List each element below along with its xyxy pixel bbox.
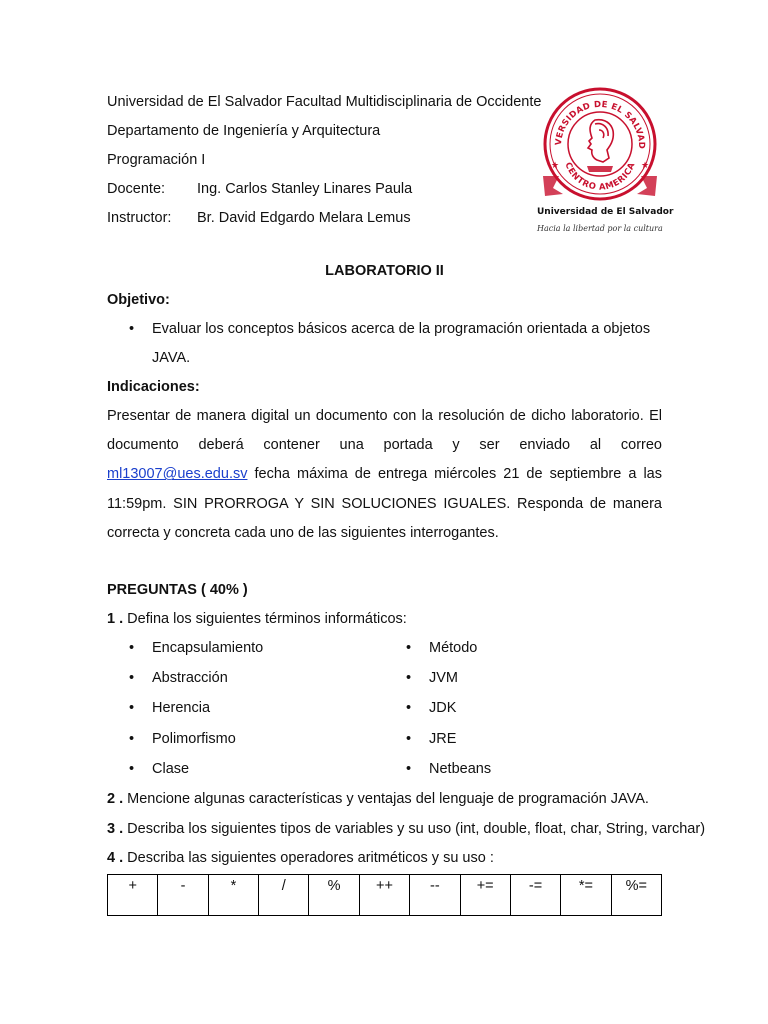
svg-text:★: ★ bbox=[641, 161, 650, 171]
table-cell: / bbox=[259, 875, 309, 916]
question-4 bbox=[107, 843, 667, 873]
list-item: • Netbeans bbox=[384, 754, 491, 784]
logo-motto: Hacia la libertad por la cultura bbox=[537, 224, 663, 233]
table-cell: - bbox=[158, 875, 208, 916]
university-logo bbox=[537, 84, 674, 244]
list-item: • JRE bbox=[384, 724, 491, 754]
question-1 bbox=[107, 604, 667, 634]
table-cell: %= bbox=[611, 875, 661, 916]
question-3-text: Describa los siguientes tipos de variables y su uso (int, double, float, char, String, varchar) bbox=[123, 821, 706, 837]
list-item: • Método bbox=[384, 633, 491, 663]
objective-section bbox=[107, 286, 662, 373]
question-4-text: Describa las siguientes operadores aritméticos y su uso : bbox=[123, 850, 494, 866]
list-item: • Polimorfismo bbox=[107, 724, 263, 754]
teacher-name: Ing. Carlos Stanley Linares Paula bbox=[197, 181, 413, 197]
list-item: • Herencia bbox=[107, 693, 263, 723]
table-cell: % bbox=[309, 875, 359, 916]
list-item: • JDK bbox=[384, 693, 491, 723]
instructions-section bbox=[107, 373, 662, 548]
objective-heading: Objetivo: bbox=[107, 292, 170, 308]
svg-text:★: ★ bbox=[551, 161, 560, 171]
table-cell: -- bbox=[410, 875, 460, 916]
table-cell: ++ bbox=[359, 875, 409, 916]
course-line: Programación I bbox=[107, 152, 206, 168]
list-item: • JVM bbox=[384, 663, 491, 693]
table-cell: *= bbox=[561, 875, 611, 916]
department-line: Departamento de Ingeniería y Arquitectura bbox=[107, 123, 381, 139]
instructions-text-part2: fecha máxima de entrega miércoles 21 de septiembre a las 11:59pm. SIN PRORROGA Y SIN SOLUCIONES IGUALES. Responda de manera correcta y concreta cada uno de las siguientes interrogantes. bbox=[107, 466, 662, 541]
operators-table bbox=[107, 874, 662, 916]
teacher-label: Docente: bbox=[107, 181, 166, 197]
question-2 bbox=[107, 784, 667, 814]
instructor-name: Br. David Edgardo Melara Lemus bbox=[197, 210, 411, 226]
list-item: • Encapsulamiento bbox=[107, 633, 263, 663]
list-item: • Clase bbox=[107, 754, 263, 784]
instructions-text-part1: Presentar de manera digital un documento con la resolución de dicho laboratorio. El documento deberá contener una portada y ser enviado al correo bbox=[107, 408, 662, 454]
question-2-text: Mencione algunas características y ventajas del lenguaje de programación JAVA. bbox=[123, 791, 649, 807]
list-item: • Abstracción bbox=[107, 663, 263, 693]
logo-caption: Universidad de El Salvador bbox=[537, 207, 674, 217]
question-2-number: 2 . bbox=[107, 791, 124, 807]
instructor-label: Instructor: bbox=[107, 210, 172, 226]
instructions-text bbox=[107, 402, 662, 548]
seal-bottom-text: CENTRO AMERICA bbox=[562, 161, 638, 193]
terms-right-column bbox=[384, 633, 491, 784]
question-3 bbox=[107, 814, 706, 844]
table-cell: * bbox=[208, 875, 258, 916]
questions-heading: PREGUNTAS ( 40% ) bbox=[107, 582, 248, 598]
question-4-number: 4 . bbox=[107, 850, 124, 866]
objective-item: • Evaluar los conceptos básicos acerca de la programación orientada a objetos JAVA. bbox=[107, 315, 662, 373]
terms-left-column bbox=[107, 633, 263, 784]
email-link[interactable]: ml13007@ues.edu.sv bbox=[107, 466, 248, 483]
seal-top-text: VERSIDAD DE EL SALVAD bbox=[553, 99, 647, 150]
question-3-number: 3 . bbox=[107, 821, 124, 837]
table-row bbox=[108, 875, 662, 916]
table-cell: + bbox=[108, 875, 158, 916]
document-title: LABORATORIO II bbox=[325, 263, 444, 279]
table-cell: -= bbox=[510, 875, 560, 916]
question-1-number: 1 . bbox=[107, 611, 124, 627]
university-seal-icon bbox=[537, 84, 674, 244]
university-line: Universidad de El Salvador Facultad Multidisciplinaria de Occidente bbox=[107, 94, 542, 110]
instructions-heading: Indicaciones: bbox=[107, 379, 200, 395]
question-1-text: Defina los siguientes términos informáticos: bbox=[123, 611, 407, 627]
table-cell: += bbox=[460, 875, 510, 916]
svg-text:CENTRO AMERICA bbox=[562, 161, 637, 193]
